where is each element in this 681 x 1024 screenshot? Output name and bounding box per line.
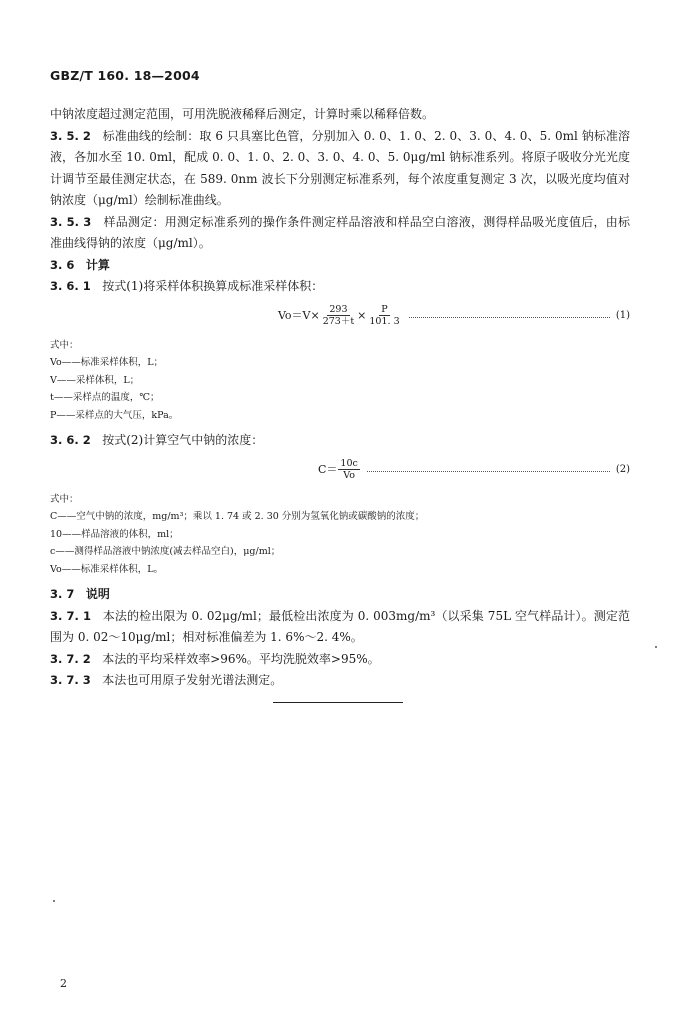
formula-1-lhs: Vo＝V× [278, 309, 320, 322]
section-number: 3. 7. 1 [50, 608, 91, 623]
scan-speck [53, 900, 55, 902]
leader-dots [409, 317, 610, 318]
equation-number: (2) [615, 463, 630, 475]
section-text: 按式(1)将采样体积换算成标准采样体积： [102, 279, 324, 293]
intro-paragraph: 中钠浓度超过测定范围，可用洗脱液稀释后测定，计算时乘以稀释倍数。 [50, 107, 435, 121]
section-title: 计算 [85, 257, 110, 272]
formula-2 [50, 458, 630, 481]
section-title: 说明 [85, 587, 110, 601]
section-number: 3. 5. 2 [50, 128, 91, 143]
section-number: 3. 7 [50, 587, 75, 601]
formula-2-lhs: C＝ [318, 463, 338, 476]
fraction-numerator: 293 [329, 303, 348, 315]
section-number: 3. 6 [50, 257, 75, 272]
document-body [50, 104, 630, 703]
legend-item: Vo——标准采样体积，L。 [50, 563, 164, 575]
legend-item: V——采样体积，L； [50, 374, 140, 386]
section-number: 3. 6. 1 [50, 279, 91, 293]
formula-2-legend [50, 491, 630, 579]
section-3-7-2 [50, 649, 630, 671]
section-3-5-3 [50, 212, 630, 255]
section-3-6-1 [50, 276, 630, 298]
fraction-denominator: Vo [343, 469, 355, 481]
legend-label: 式中： [50, 493, 79, 505]
formula-1 [50, 304, 630, 327]
section-number: 3. 5. 3 [50, 214, 92, 229]
section-text: 标准曲线的绘制：取 6 只具塞比色管，分别加入 0. 0、1. 0、2. 0、3. 0、4. 0、5. 0ml 钠标准溶液，各加水至 10. 0ml，配成 0. 0、1. 0、2. 0、3. 0、4. 0、5. 0μg/ml 钠标准系列。将原子吸收分光光度计调节至最佳测定状态，在 589. 0nm 波长下分别测定标准系列，每个浓度重复测定 3 次，以吸光度均值对钠浓度（μg/ml）绘制标准曲线。 [50, 128, 630, 207]
section-text: 本法的检出限为 0. 02μg/ml；最低检出浓度为 0. 003mg/m³（以采集 75L 空气样品计）。测定范围为 0. 02～10μg/ml；相对标准偏差为 1. 6%～2. 4%。 [50, 608, 631, 644]
legend-item: Vo——标准采样体积，L； [50, 357, 164, 368]
legend-item: P——采样点的大气压，kPa。 [50, 409, 179, 421]
section-text: 按式(2)计算空气中钠的浓度： [102, 433, 264, 447]
fraction-denominator: 273＋t [322, 315, 355, 327]
fraction-numerator: P [381, 303, 388, 315]
formula-1-fraction-2 [367, 304, 401, 327]
scan-speck [655, 646, 657, 648]
section-3-7-1 [50, 606, 630, 649]
legend-item: 10——样品溶液的体积，ml； [50, 528, 179, 540]
legend-item: C——空气中钠的浓度，mg/m³；乘以 1. 74 或 2. 30 分别为氢氧化钠或碳酸钠的浓度； [50, 511, 425, 522]
section-3-6-2 [50, 430, 630, 452]
section-number: 3. 7. 3 [50, 673, 91, 687]
document-code-header: GBZ/T 160. 18—2004 [50, 68, 200, 83]
section-text: 本法也可用原子发射光谱法测定。 [102, 673, 283, 687]
section-3-7-heading [50, 584, 630, 606]
formula-1-legend [50, 337, 630, 425]
section-3-7-3 [50, 670, 630, 692]
fraction-numerator: 10c [340, 457, 358, 469]
end-rule [273, 702, 403, 703]
section-text: 样品测定：用测定标准系列的操作条件测定样品溶液和样品空白溶液，测得样品吸光度值后，由标准曲线得钠的浓度（μg/ml）。 [50, 214, 631, 250]
section-3-6-heading [50, 255, 630, 277]
formula-2-fraction [338, 458, 359, 481]
legend-item: c——测得样品溶液中钠浓度(减去样品空白)，μg/ml； [50, 546, 281, 557]
formula-1-fraction-1 [321, 304, 356, 327]
section-text: 本法的平均采样效率>96%。平均洗脱效率>95%。 [102, 651, 380, 666]
legend-item: t——采样点的温度，℃； [50, 392, 160, 403]
section-number: 3. 6. 2 [50, 433, 91, 447]
section-3-5-2 [50, 126, 630, 212]
leader-dots [367, 471, 610, 472]
section-number: 3. 7. 2 [50, 651, 91, 666]
formula-1-times: × [357, 308, 367, 322]
equation-number: (1) [615, 309, 630, 321]
legend-label: 式中： [50, 339, 79, 351]
fraction-denominator: 101. 3 [369, 315, 400, 327]
page-number: 2 [60, 977, 67, 990]
